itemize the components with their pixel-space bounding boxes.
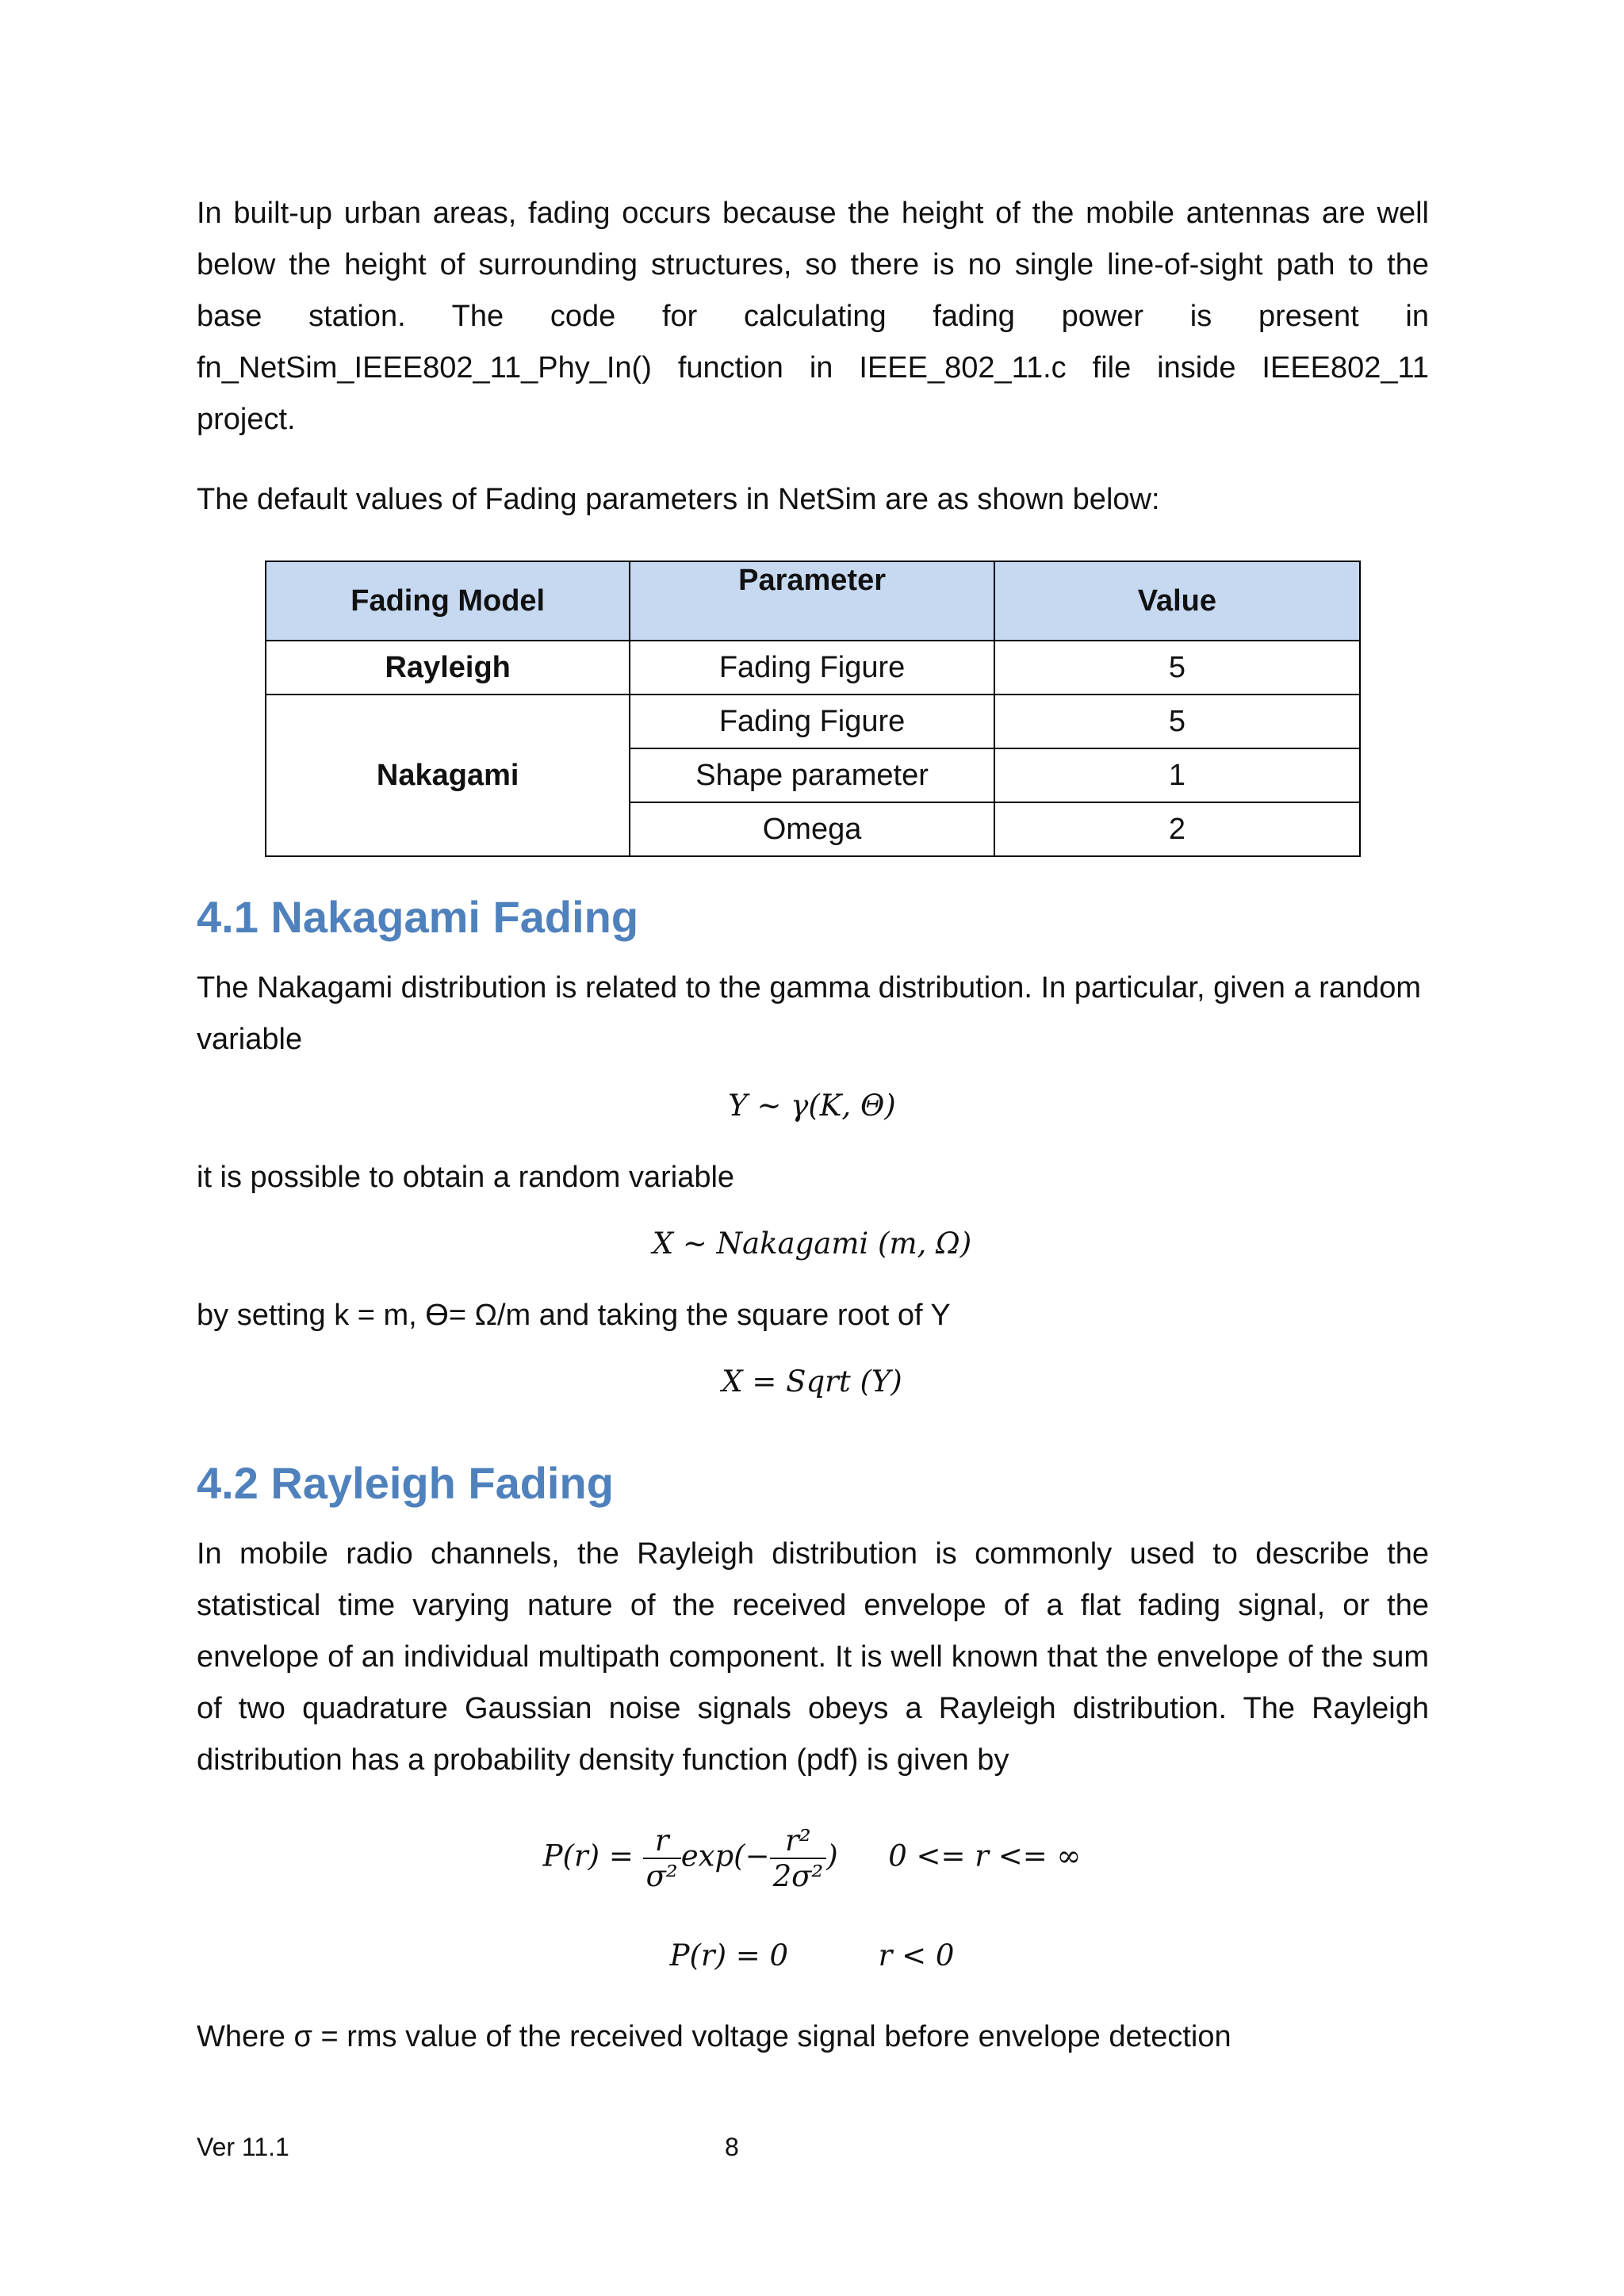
pdf-lhs: P(r) = [542, 1839, 634, 1873]
exp-term: exp(− [680, 1839, 770, 1873]
fraction-numerator: r² [770, 1823, 827, 1859]
table-intro-paragraph: The default values of Fading parameters in NetSim are as shown below: [197, 483, 1160, 516]
fraction-r-squared-over-two-sigma-squared [770, 1823, 827, 1893]
equation-gamma: Y ~ γ(K, Θ) [728, 1089, 896, 1123]
equation-rayleigh-pdf [0, 1823, 1624, 1893]
param-cell: Fading Figure [630, 695, 994, 748]
model-nakagami: Nakagami [266, 695, 630, 856]
table-header-row [266, 561, 1360, 641]
intro-paragraph: In built-up urban areas, fading occurs because the height of the mobile antennas are well below the height of surrounding structures, so there is no single line-of-sight path to the base station. The code for calculating fading power is present in fn_NetSim_IEEE802_11_Phy_In() function in IEEE_802_11.c file inside IEEE802_11 project. [197, 197, 1429, 436]
header-value: Value [994, 561, 1360, 641]
footer-version: Ver 11.1 [197, 2133, 289, 2161]
value-cell: 5 [994, 641, 1360, 695]
footer-page-number: 8 [725, 2133, 739, 2161]
zero-lhs: P(r) = 0 [669, 1938, 789, 1973]
header-parameter: Parameter [630, 561, 994, 641]
equation-rayleigh-zero [0, 1938, 1624, 1973]
header-fading-model: Fading Model [266, 561, 630, 641]
fraction-r-over-sigma-squared [643, 1823, 681, 1893]
nakagami-paragraph: The Nakagami distribution is related to the gamma distribution. In particular, given a random variable [197, 971, 1422, 1056]
value-cell: 5 [994, 695, 1360, 748]
equation-sqrt: X = Sqrt (Y) [722, 1364, 902, 1399]
nakagami-paragraph-2: it is possible to obtain a random variable [197, 1161, 735, 1194]
table-row [266, 641, 1360, 695]
fraction-denominator: 2σ² [772, 1859, 824, 1893]
equation-nakagami: X ~ Nakagami (m, Ω) [652, 1226, 972, 1261]
rayleigh-paragraph: In mobile radio channels, the Rayleigh distribution is commonly used to describe the statistical time varying nature of the received envelope of a flat fading signal, or the envelope of an individual multipath component. It is well known that the envelope of the sum of two quadrature Gaussian noise signals obeys a Rayleigh distribution. The Rayleigh distribution has a probability density function (pdf) is given by [197, 1537, 1429, 1777]
sigma-definition-paragraph: Where σ = rms value of the received voltage signal before envelope detection [197, 2020, 1231, 2053]
table-row [266, 695, 1360, 748]
model-rayleigh: Rayleigh [266, 641, 630, 695]
param-cell: Omega [630, 802, 994, 856]
param-cell: Shape parameter [630, 748, 994, 802]
pdf-condition: 0 <= r <= ∞ [888, 1839, 1082, 1873]
fraction-denominator: σ² [645, 1859, 678, 1893]
section-heading-rayleigh: 4.2 Rayleigh Fading [197, 1458, 614, 1508]
nakagami-paragraph-3: by setting k = m, Ө= Ω/m and taking the square root of Y [197, 1299, 951, 1332]
value-cell: 2 [994, 802, 1360, 856]
fraction-numerator: r [643, 1823, 681, 1859]
fading-parameters-table [265, 561, 1361, 857]
exp-close: ) [826, 1839, 838, 1873]
zero-condition: r < 0 [878, 1938, 955, 1973]
param-cell: Fading Figure [630, 641, 994, 695]
value-cell: 1 [994, 748, 1360, 802]
section-heading-nakagami: 4.1 Nakagami Fading [197, 892, 639, 942]
